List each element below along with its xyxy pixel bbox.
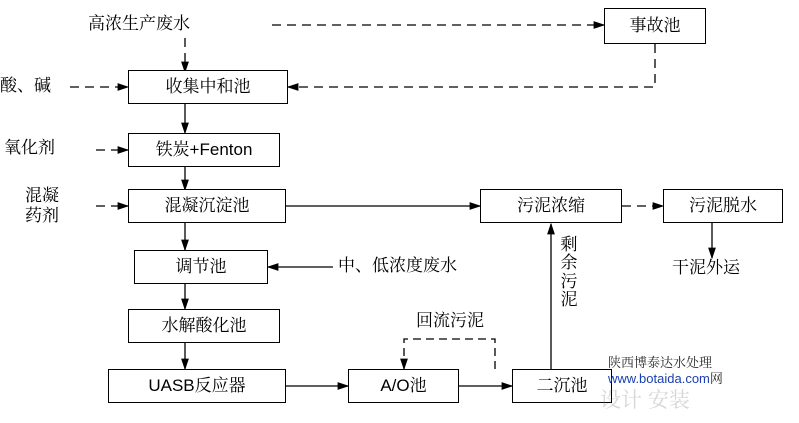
- node-label: 水解酸化池: [161, 315, 247, 335]
- node-label: 污泥脱水: [689, 195, 757, 215]
- watermark-line2: [608, 371, 723, 387]
- label-dry-sludge-transport: 干泥外运: [672, 258, 740, 277]
- label-acid-alkali: 酸、碱: [0, 76, 51, 95]
- label-high-concentration-influent: 高浓生产废水: [88, 14, 190, 33]
- node-iron-fenton: [128, 133, 280, 167]
- watermark-url-suffix: 网: [709, 371, 723, 387]
- label-coagulant: 混凝 药剂: [25, 186, 59, 225]
- node-label: 混凝沉淀池: [164, 195, 250, 215]
- watermark: [608, 355, 723, 388]
- watermark-ghost: 设计 安装: [600, 389, 690, 412]
- node-label: 收集中和池: [165, 76, 251, 96]
- node-label: 污泥浓缩: [517, 195, 585, 215]
- node-label: 调节池: [175, 256, 227, 276]
- node-label: A/O池: [380, 375, 427, 395]
- node-hydrolysis-acidification: [128, 309, 280, 343]
- node-secondary-sedimentation: [512, 369, 612, 403]
- node-label: 事故池: [629, 15, 681, 35]
- label-oxidant: 氧化剂: [4, 138, 55, 157]
- label-return-sludge: 回流污泥: [416, 311, 484, 330]
- node-collect-neutral: [128, 70, 288, 104]
- label-excess-sludge: 剩 余 污 泥: [560, 235, 578, 310]
- node-sludge-thickening: [480, 189, 622, 223]
- watermark-line1: 陕西博泰达水处理: [608, 355, 713, 370]
- watermark-url: www.botaida.com: [608, 371, 710, 387]
- node-coagulation-sedimentation: [128, 189, 286, 223]
- label-mid-low-influent: 中、低浓度废水: [338, 256, 457, 275]
- node-label: 铁炭+Fenton: [155, 139, 253, 159]
- node-label: 二沉池: [536, 375, 588, 395]
- node-accident-pool: [604, 8, 706, 44]
- node-sludge-dewatering: [663, 189, 783, 223]
- node-uasb-reactor: [108, 369, 286, 403]
- node-regulating-tank: [134, 250, 268, 284]
- node-ao-tank: [348, 369, 459, 403]
- node-label: UASB反应器: [148, 375, 246, 395]
